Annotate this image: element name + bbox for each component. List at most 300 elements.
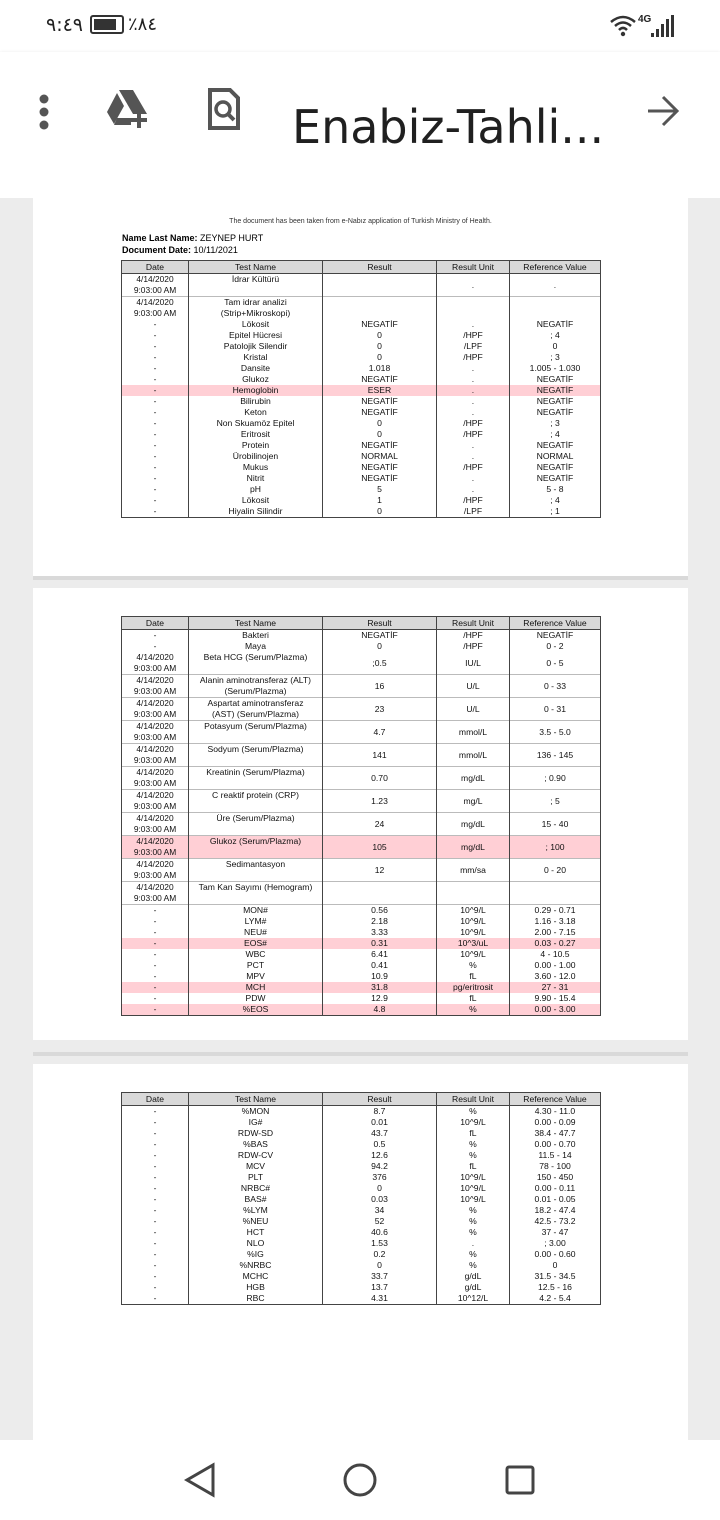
reference-cell: 0.29 - 0.71 [510, 905, 601, 917]
unit-cell: fL [437, 993, 510, 1004]
unit-cell: % [437, 1106, 510, 1118]
result-cell: 31.8 [323, 982, 437, 993]
test-name-cell: MCV [189, 1161, 323, 1172]
table-row [122, 836, 601, 859]
test-name-cell: %EOS [189, 1004, 323, 1016]
test-name-cell: %MON [189, 1106, 323, 1118]
reference-cell: NEGATİF [510, 396, 601, 407]
result-cell: 105 [323, 836, 437, 859]
test-name-cell: Lökosit [189, 319, 323, 330]
date-cell: 4/14/2020 9:03:00 AM [122, 698, 189, 721]
test-name-cell: Aspartat aminotransferaz (AST) (Serum/Plazma) [189, 698, 323, 721]
reference-cell: 0.00 - 1.00 [510, 960, 601, 971]
result-cell: NEGATİF [323, 630, 437, 642]
unit-cell: U/L [437, 698, 510, 721]
result-cell: 52 [323, 1216, 437, 1227]
table-row [122, 882, 601, 905]
result-cell: 4.7 [323, 721, 437, 744]
column-header: Result Unit [437, 261, 510, 274]
unit-cell: . [437, 473, 510, 484]
reference-cell: NEGATİF [510, 630, 601, 642]
reference-cell: 0.00 - 0.09 [510, 1117, 601, 1128]
date-cell: 4/14/2020 9:03:00 AM [122, 767, 189, 790]
reference-cell: ; 4 [510, 429, 601, 440]
test-name-cell: Protein [189, 440, 323, 451]
date-cell: 4/14/2020 9:03:00 AM [122, 675, 189, 698]
unit-cell: 10^12/L [437, 1293, 510, 1305]
result-cell: NEGATİF [323, 319, 437, 330]
recents-square-icon[interactable] [504, 1464, 536, 1496]
result-cell: 0.31 [323, 938, 437, 949]
result-cell: 0 [323, 341, 437, 352]
table-row [122, 905, 601, 917]
unit-cell: /HPF [437, 418, 510, 429]
date-cell: - [122, 429, 189, 440]
date-cell: - [122, 949, 189, 960]
result-cell: NEGATİF [323, 473, 437, 484]
date-cell: 4/14/2020 9:03:00 AM [122, 836, 189, 859]
result-cell: 0.70 [323, 767, 437, 790]
table-header [122, 1093, 601, 1106]
date-cell: - [122, 363, 189, 374]
test-name-cell: C reaktif protein (CRP) [189, 790, 323, 813]
table-row [122, 352, 601, 363]
table-row [122, 495, 601, 506]
result-cell: 0 [323, 352, 437, 363]
date-cell: - [122, 630, 189, 642]
date-cell: - [122, 1282, 189, 1293]
date-cell: - [122, 1260, 189, 1271]
date-cell: 4/14/2020 9:03:00 AM [122, 297, 189, 320]
date-cell: 4/14/2020 9:03:00 AM [122, 274, 189, 297]
reference-cell: 31.5 - 34.5 [510, 1271, 601, 1282]
result-cell: 0.41 [323, 960, 437, 971]
unit-cell: . [437, 396, 510, 407]
date-cell: - [122, 396, 189, 407]
result-cell [323, 297, 437, 320]
table-header [122, 617, 601, 630]
table-row [122, 1238, 601, 1249]
reference-cell: 12.5 - 16 [510, 1282, 601, 1293]
test-name-cell: HGB [189, 1282, 323, 1293]
lab-results-table [121, 1092, 601, 1305]
result-cell: 4.31 [323, 1293, 437, 1305]
test-name-cell: Potasyum (Serum/Plazma) [189, 721, 323, 744]
unit-cell: /HPF [437, 462, 510, 473]
date-cell: 4/14/2020 9:03:00 AM [122, 859, 189, 882]
date-cell: - [122, 385, 189, 396]
unit-cell: 10^9/L [437, 1194, 510, 1205]
table-row [122, 1282, 601, 1293]
unit-cell: mmol/L [437, 744, 510, 767]
date-cell: 4/14/2020 9:03:00 AM [122, 652, 189, 675]
reference-cell: ; 3 [510, 418, 601, 429]
result-cell: 13.7 [323, 1282, 437, 1293]
unit-cell: % [437, 1249, 510, 1260]
unit-cell: /HPF [437, 330, 510, 341]
result-cell: 6.41 [323, 949, 437, 960]
test-name-cell: Alanin aminotransferaz (ALT) (Serum/Plazma) [189, 675, 323, 698]
date-cell: - [122, 484, 189, 495]
date-cell: 4/14/2020 9:03:00 AM [122, 721, 189, 744]
unit-cell: % [437, 1260, 510, 1271]
test-name-cell: NLO [189, 1238, 323, 1249]
result-cell: 1.23 [323, 790, 437, 813]
test-name-cell: Sedimantasyon [189, 859, 323, 882]
result-cell: NEGATİF [323, 407, 437, 418]
table-row [122, 429, 601, 440]
table-row [122, 374, 601, 385]
reference-cell: 1.16 - 3.18 [510, 916, 601, 927]
unit-cell: fL [437, 1128, 510, 1139]
result-cell: 43.7 [323, 1128, 437, 1139]
date-cell: - [122, 451, 189, 462]
unit-cell: . [437, 274, 510, 297]
unit-cell: g/dL [437, 1282, 510, 1293]
reference-cell: NORMAL [510, 451, 601, 462]
forward-arrow-icon[interactable] [646, 94, 680, 128]
test-name-cell: NEU# [189, 927, 323, 938]
result-cell: 0 [323, 418, 437, 429]
unit-cell: . [437, 374, 510, 385]
test-name-cell: İdrar Kültürü [189, 274, 323, 297]
unit-cell: . [437, 484, 510, 495]
result-cell: 5 [323, 484, 437, 495]
unit-cell: % [437, 1004, 510, 1016]
unit-cell: /LPF [437, 341, 510, 352]
reference-cell: . [510, 274, 601, 297]
test-name-cell: %LYM [189, 1205, 323, 1216]
table-row [122, 993, 601, 1004]
test-name-cell: %IG [189, 1249, 323, 1260]
home-circle-icon[interactable] [342, 1462, 378, 1498]
test-name-cell: Hiyalin Silindir [189, 506, 323, 518]
result-cell: 16 [323, 675, 437, 698]
date-cell: - [122, 506, 189, 518]
column-header: Reference Value [510, 261, 601, 274]
reference-cell: 4.2 - 5.4 [510, 1293, 601, 1305]
unit-cell: 10^9/L [437, 949, 510, 960]
reference-cell: 37 - 47 [510, 1227, 601, 1238]
column-header: Date [122, 617, 189, 630]
test-name-cell: Maya [189, 641, 323, 652]
table-row [122, 652, 601, 675]
unit-cell [437, 882, 510, 905]
app-toolbar [0, 52, 720, 198]
table-row [122, 1183, 601, 1194]
reference-cell: NEGATİF [510, 462, 601, 473]
date-cell: 4/14/2020 9:03:00 AM [122, 790, 189, 813]
column-header: Result [323, 617, 437, 630]
column-header: Result Unit [437, 617, 510, 630]
reference-cell: 0 [510, 341, 601, 352]
result-cell: NEGATİF [323, 462, 437, 473]
unit-cell: . [437, 385, 510, 396]
unit-cell: % [437, 1227, 510, 1238]
table-row [122, 1293, 601, 1305]
test-name-cell: Kristal [189, 352, 323, 363]
test-name-cell: PLT [189, 1172, 323, 1183]
table-row [122, 971, 601, 982]
reference-cell: 0.00 - 0.11 [510, 1183, 601, 1194]
pdf-page-3 [33, 1064, 688, 1440]
signal-icon [650, 14, 674, 38]
reference-cell: ; 1 [510, 506, 601, 518]
test-name-cell: RBC [189, 1293, 323, 1305]
table-row [122, 440, 601, 451]
battery-percent: ٪٨٤ [128, 14, 158, 35]
test-name-cell: Nitrit [189, 473, 323, 484]
patient-name: Name Last Name: ZEYNEP HURT [122, 233, 264, 243]
test-name-cell: %BAS [189, 1139, 323, 1150]
reference-cell: 0 - 33 [510, 675, 601, 698]
unit-cell: . [437, 407, 510, 418]
result-cell: 0.2 [323, 1249, 437, 1260]
unit-cell: 10^9/L [437, 916, 510, 927]
table-row [122, 1216, 601, 1227]
result-cell: 8.7 [323, 1106, 437, 1118]
result-cell: 0 [323, 641, 437, 652]
unit-cell: pg/eritrosit [437, 982, 510, 993]
document-note: The document has been taken from e-Nabız application of Turkish Ministry of Health. [229, 218, 492, 225]
date-cell: - [122, 319, 189, 330]
table-row [122, 274, 601, 297]
unit-cell: . [437, 451, 510, 462]
reference-cell: 0 - 31 [510, 698, 601, 721]
date-cell: - [122, 916, 189, 927]
reference-cell: NEGATİF [510, 385, 601, 396]
test-name-cell: Patolojik Silendir [189, 341, 323, 352]
test-name-cell: Dansite [189, 363, 323, 374]
date-cell: - [122, 418, 189, 429]
table-row [122, 1249, 601, 1260]
reference-cell: 0.00 - 3.00 [510, 1004, 601, 1016]
search-in-doc-icon[interactable] [206, 88, 242, 132]
result-cell: 0.03 [323, 1194, 437, 1205]
date-cell: - [122, 1227, 189, 1238]
table-row [122, 859, 601, 882]
table-row [122, 916, 601, 927]
table-row [122, 938, 601, 949]
table-row [122, 407, 601, 418]
date-cell: - [122, 1150, 189, 1161]
reference-cell: 27 - 31 [510, 982, 601, 993]
result-cell: 33.7 [323, 1271, 437, 1282]
date-cell: - [122, 407, 189, 418]
table-row [122, 641, 601, 652]
reference-cell: NEGATİF [510, 407, 601, 418]
table-row [122, 698, 601, 721]
table-row [122, 1128, 601, 1139]
unit-cell: /HPF [437, 352, 510, 363]
reference-cell [510, 882, 601, 905]
unit-cell: /HPF [437, 429, 510, 440]
test-name-cell: Kreatinin (Serum/Plazma) [189, 767, 323, 790]
unit-cell: % [437, 1216, 510, 1227]
date-cell: - [122, 352, 189, 363]
unit-cell: % [437, 1139, 510, 1150]
date-cell: - [122, 473, 189, 484]
unit-cell: . [437, 363, 510, 374]
test-name-cell: WBC [189, 949, 323, 960]
date-cell: - [122, 905, 189, 917]
status-time: ٩:٤٩ [46, 14, 84, 36]
reference-cell: 136 - 145 [510, 744, 601, 767]
table-row [122, 1161, 601, 1172]
result-cell: 94.2 [323, 1161, 437, 1172]
reference-cell: NEGATİF [510, 319, 601, 330]
network-type: 4G [638, 14, 652, 25]
result-cell: 12.6 [323, 1150, 437, 1161]
column-header: Result [323, 1093, 437, 1106]
test-name-cell: Eritrosit [189, 429, 323, 440]
reference-cell: 15 - 40 [510, 813, 601, 836]
reference-cell: 3.5 - 5.0 [510, 721, 601, 744]
reference-cell: 0.01 - 0.05 [510, 1194, 601, 1205]
table-row [122, 396, 601, 407]
reference-cell: 4 - 10.5 [510, 949, 601, 960]
date-cell: - [122, 495, 189, 506]
test-name-cell: Tam idrar analizi (Strip+Mikroskopi) [189, 297, 323, 320]
unit-cell: % [437, 1150, 510, 1161]
table-row [122, 790, 601, 813]
date-cell: - [122, 1238, 189, 1249]
test-name-cell: Üre (Serum/Plazma) [189, 813, 323, 836]
result-cell: 0.5 [323, 1139, 437, 1150]
test-name-cell: Tam Kan Sayımı (Hemogram) [189, 882, 323, 905]
more-vert-icon[interactable] [36, 94, 52, 130]
date-cell: - [122, 982, 189, 993]
result-cell: 34 [323, 1205, 437, 1216]
table-row [122, 385, 601, 396]
reference-cell: 3.60 - 12.0 [510, 971, 601, 982]
date-cell: - [122, 374, 189, 385]
result-cell: 24 [323, 813, 437, 836]
test-name-cell: Glukoz [189, 374, 323, 385]
test-name-cell: Bakteri [189, 630, 323, 642]
table-row [122, 341, 601, 352]
unit-cell: % [437, 960, 510, 971]
result-cell: NEGATİF [323, 440, 437, 451]
test-name-cell: MON# [189, 905, 323, 917]
result-cell: 10.9 [323, 971, 437, 982]
result-cell: 12 [323, 859, 437, 882]
test-name-cell: Mukus [189, 462, 323, 473]
test-name-cell: pH [189, 484, 323, 495]
table-row [122, 1205, 601, 1216]
lab-results-table [121, 260, 601, 518]
result-cell: 1 [323, 495, 437, 506]
unit-cell: fL [437, 971, 510, 982]
document-date: Document Date: 10/11/2021 [122, 245, 238, 255]
table-row [122, 1172, 601, 1183]
result-cell: 0 [323, 1260, 437, 1271]
date-cell: - [122, 1161, 189, 1172]
unit-cell: /HPF [437, 630, 510, 642]
date-cell: - [122, 938, 189, 949]
test-name-cell: Ürobilinojen [189, 451, 323, 462]
table-row [122, 462, 601, 473]
pdf-page-2 [33, 588, 688, 1040]
column-header: Test Name [189, 261, 323, 274]
column-header: Reference Value [510, 1093, 601, 1106]
reference-cell: 2.00 - 7.15 [510, 927, 601, 938]
test-name-cell: EOS# [189, 938, 323, 949]
back-triangle-icon[interactable] [183, 1462, 217, 1498]
reference-cell: ; 0.90 [510, 767, 601, 790]
reference-cell: 150 - 450 [510, 1172, 601, 1183]
test-name-cell: MPV [189, 971, 323, 982]
date-cell: - [122, 1117, 189, 1128]
reference-cell: 11.5 - 14 [510, 1150, 601, 1161]
table-row [122, 1004, 601, 1016]
table-row [122, 473, 601, 484]
table-row [122, 721, 601, 744]
unit-cell: 10^9/L [437, 927, 510, 938]
result-cell: 2.18 [323, 916, 437, 927]
test-name-cell: PDW [189, 993, 323, 1004]
table-row [122, 1117, 601, 1128]
result-cell: 40.6 [323, 1227, 437, 1238]
date-cell: - [122, 1139, 189, 1150]
table-row [122, 1227, 601, 1238]
reference-cell [510, 297, 601, 320]
reference-cell: 5 - 8 [510, 484, 601, 495]
column-header: Test Name [189, 1093, 323, 1106]
date-cell: 4/14/2020 9:03:00 AM [122, 813, 189, 836]
pdf-page-1 [33, 198, 688, 576]
drive-add-icon[interactable] [105, 88, 153, 130]
reference-cell: ; 4 [510, 330, 601, 341]
reference-cell: ; 100 [510, 836, 601, 859]
unit-cell: 10^9/L [437, 1172, 510, 1183]
table-row [122, 949, 601, 960]
date-cell: - [122, 1004, 189, 1016]
table-row [122, 1150, 601, 1161]
result-cell: 23 [323, 698, 437, 721]
unit-cell: IU/L [437, 652, 510, 675]
pdf-viewer[interactable] [0, 198, 720, 1440]
test-name-cell: MCH [189, 982, 323, 993]
unit-cell: /LPF [437, 506, 510, 518]
table-row [122, 1260, 601, 1271]
reference-cell: NEGATİF [510, 440, 601, 451]
reference-cell: 38.4 - 47.7 [510, 1128, 601, 1139]
table-row [122, 451, 601, 462]
result-cell: 0 [323, 330, 437, 341]
date-cell: - [122, 1249, 189, 1260]
date-cell: - [122, 641, 189, 652]
reference-cell: 0 - 20 [510, 859, 601, 882]
table-row [122, 330, 601, 341]
test-name-cell: PCT [189, 960, 323, 971]
date-cell: 4/14/2020 9:03:00 AM [122, 882, 189, 905]
reference-cell: 18.2 - 47.4 [510, 1205, 601, 1216]
unit-cell: mmol/L [437, 721, 510, 744]
lab-results-table [121, 616, 601, 1016]
column-header: Date [122, 261, 189, 274]
status-bar [0, 0, 720, 52]
date-cell: - [122, 440, 189, 451]
test-name-cell: RDW-CV [189, 1150, 323, 1161]
result-cell: 4.8 [323, 1004, 437, 1016]
result-cell: 0.01 [323, 1117, 437, 1128]
table-row [122, 927, 601, 938]
table-row [122, 1271, 601, 1282]
date-cell: - [122, 1128, 189, 1139]
reference-cell: 1.005 - 1.030 [510, 363, 601, 374]
date-cell: - [122, 341, 189, 352]
